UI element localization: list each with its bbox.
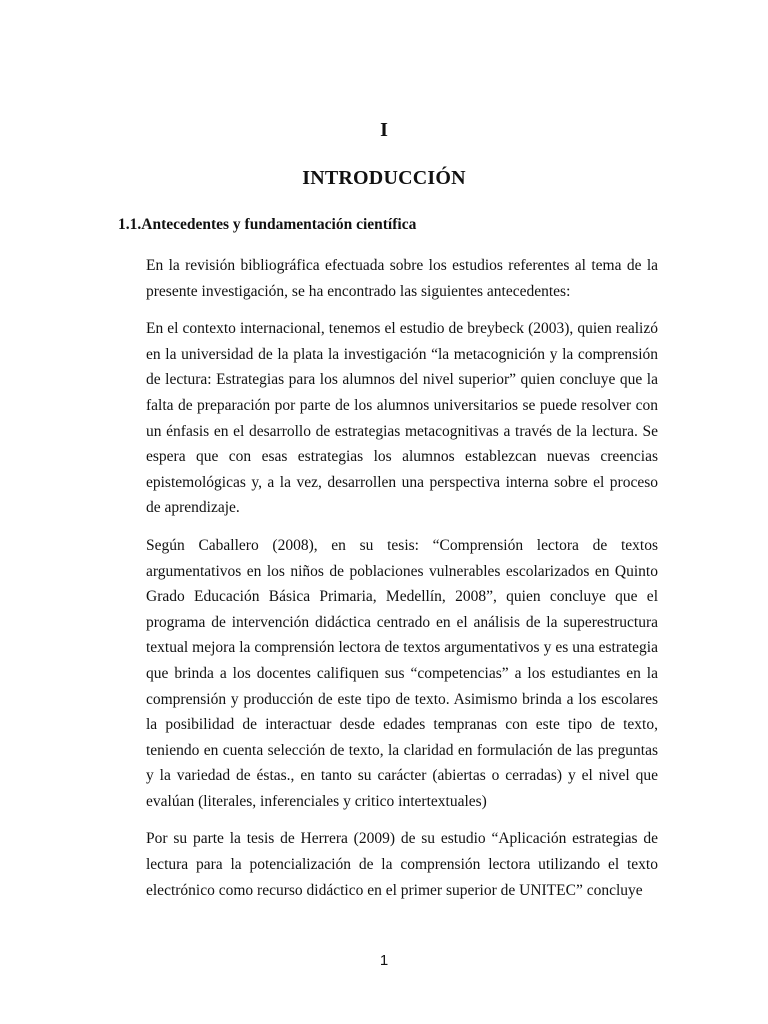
paragraph: En el contexto internacional, tenemos el estudio de breybeck (2003), quien realizó en la universidad de la plata la investigación “la metacognición y la comprensión de lectura: Estrategias para los alumnos del nivel superior” quien concluye que la falta de preparación por parte de los alumnos universitarios se puede resolver con un énfasis en el desarrollo de estrategias metacognitivas a través de la lectura. Se espera que con esas estrategias los alumnos establezcan nuevas creencias epistemológicas y, a la vez, desarrollen una perspectiva interna sobre el proceso de aprendizaje. [146, 320, 658, 517]
paragraph: Según Caballero (2008), en su tesis: “Comprensión lectora de textos argumentativos en los niños de poblaciones vulnerables escolarizados en Quinto Grado Educación Básica Primaria, Medellín, 2008”, quien concluye que el programa de intervención didáctica centrado en el análisis de la superestructura textual mejora la comprensión lectora de textos argumentativos y es una estrategia que brinda a los docentes califiquen sus “competencias” a los estudiantes en la comprensión y producción de este tipo de texto. Asimismo brinda a los escolares la posibilidad de interactuar desde edades tempranas con este tipo de texto, teniendo en cuenta selección de texto, la claridad en formulación de las preguntas y la variedad de éstas., en tanto su carácter (abiertas o cerradas) y el nivel que evalúan (literales, inferenciales y critico intertextuales) [146, 536, 658, 810]
paragraph: Por su parte la tesis de Herrera (2009) de su estudio “Aplicación estrategias de lectura para la potencialización de la comprensión lectora utilizando el texto electrónico como recurso didáctico en el primer superior de UNITEC” concluye [146, 830, 658, 899]
paragraph: En la revisión bibliográfica efectuada sobre los estudios referentes al tema de la presente investigación, se ha encontrado las siguientes antecedentes: [146, 257, 658, 300]
chapter-number: I [380, 119, 388, 141]
page-number: 1 [379, 952, 389, 969]
section-heading: 1.1.Antecedentes y fundamentación científica [118, 216, 417, 233]
body-text [146, 253, 658, 915]
chapter-title: INTRODUCCIÓN [302, 167, 466, 189]
